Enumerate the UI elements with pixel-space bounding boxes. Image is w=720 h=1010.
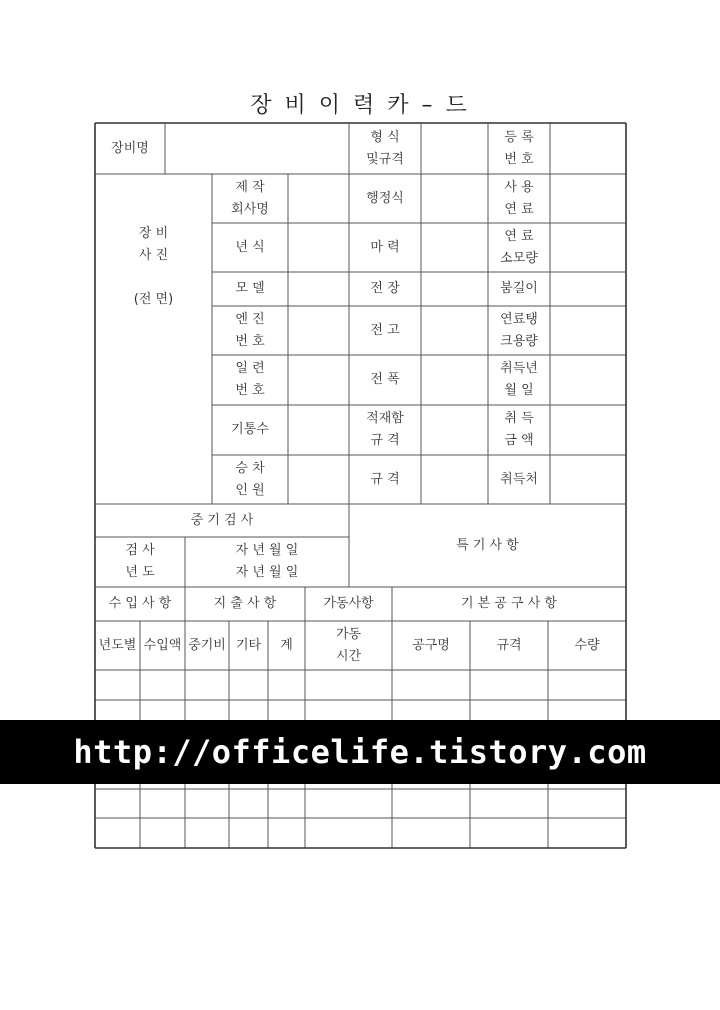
operation-section-header: 가동사항 — [323, 596, 374, 611]
spec-label-middle: 행정식 — [366, 190, 404, 206]
income-section-header: 수 입 사 항 — [108, 596, 172, 611]
spec-label-left: 일 련 번 호 — [235, 361, 265, 398]
spec-label-right: 연료탱 크용량 — [500, 311, 538, 349]
column-header: 공구명 — [412, 637, 450, 653]
spec-label-middle: 전 폭 — [370, 372, 400, 387]
column-header: 수량 — [574, 637, 600, 653]
spec-label-right: 사 용 연 료 — [504, 179, 534, 217]
tools-section-header: 기 본 공 구 사 항 — [460, 596, 557, 611]
watermark-url: http://officelife.tistory.com — [73, 733, 647, 771]
inspection-period-label: 자 년 월 일 자 년 월 일 — [235, 543, 299, 580]
spec-label-right: 취득년 월 일 — [500, 361, 538, 398]
spec-label-right: 붐길이 — [500, 281, 538, 296]
equipment-photo-label: 장 비 사 진 (전 면) — [133, 226, 174, 307]
equipment-name-label: 장비명 — [111, 140, 149, 156]
spec-label-middle: 규 격 — [370, 471, 400, 487]
spec-label-left: 제 작 회사명 — [231, 179, 269, 217]
spec-label-left: 엔 진 번 호 — [235, 311, 265, 349]
spec-label-right: 연 료 소모량 — [500, 228, 538, 266]
periodic-inspection-label: 중 기 검 사 — [190, 512, 254, 528]
expense-section-header: 지 출 사 항 — [213, 596, 277, 611]
column-header: 수입액 — [143, 637, 182, 653]
spec-label-middle: 적재함 규 격 — [366, 411, 404, 448]
special-notes-label: 특 기 사 항 — [456, 537, 519, 553]
model-spec-label: 형 식 및규격 — [366, 129, 404, 167]
spec-label-left: 년 식 — [235, 239, 265, 255]
column-header: 계 — [280, 637, 293, 653]
column-header: 중기비 — [188, 637, 226, 653]
column-header: 기타 — [235, 637, 262, 653]
spec-label-middle: 전 장 — [370, 281, 400, 296]
spec-label-left: 기통수 — [231, 422, 269, 437]
page-title: 장 비 이 력 카 – 드 — [250, 93, 470, 118]
spec-label-middle: 전 고 — [370, 322, 400, 338]
spec-label-right: 취득처 — [500, 471, 538, 487]
spec-label-left: 모 델 — [235, 281, 265, 296]
spec-label-middle: 마 력 — [370, 239, 400, 255]
spec-label-right: 취 득 금 액 — [504, 411, 534, 448]
column-header: 규격 — [496, 637, 522, 653]
inspection-year-label: 검 사 년 도 — [125, 543, 155, 580]
registration-number-label: 등 록 번 호 — [504, 129, 534, 167]
watermark-banner — [0, 720, 720, 784]
column-header: 가동 시간 — [335, 626, 362, 664]
column-header: 년도별 — [98, 637, 137, 653]
spec-label-left: 승 차 인 원 — [235, 460, 265, 498]
